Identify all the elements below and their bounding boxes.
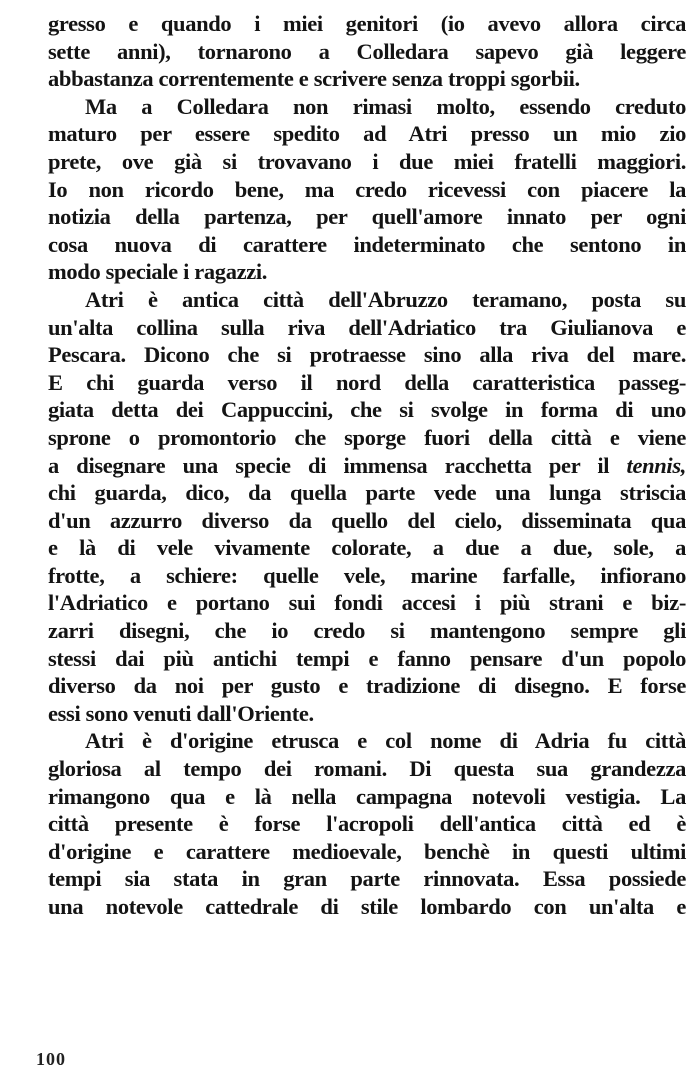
text-line: Atri è d'origine etrusca e col nome di Adria fu città (85, 728, 686, 754)
text-line: Pescara. Dicono che si protraesse sino alla riva del mare. (48, 342, 686, 368)
book-page (48, 10, 686, 921)
text-line: cosa nuova di carattere indeterminato che sentono in (48, 231, 686, 257)
text-line: modo speciale i ragazzi. (48, 259, 268, 285)
text-line-with-italic (48, 452, 686, 480)
text-line: prete, ove già si trovavano i due miei fratelli maggiori. (48, 148, 686, 174)
text-line: una notevole cattedrale di stile lombardo con un'alta e (48, 894, 686, 919)
text-line: chi guarda, dico, da quella parte vede una lunga striscia (48, 480, 686, 506)
text-line: gresso e quando i miei genitori (io avevo allora circa (48, 11, 686, 36)
italic-word: tennis, (626, 452, 686, 478)
text-line: notizia della partenza, per quell'amore innato per ogni (48, 204, 686, 230)
text-line: zarri disegni, che io credo si mantengono sempre gli (48, 618, 686, 644)
text-line: E chi guarda verso il nord della caratteristica passeg- (48, 369, 686, 395)
text-line: Atri è antica città dell'Abruzzo teramano, posta su (85, 286, 686, 312)
text-line: giata detta dei Cappuccini, che si svolge in forma di uno (48, 397, 686, 423)
text-line: rimangono qua e là nella campagna notevoli vestigia. La (48, 783, 686, 809)
text-segment: a disegnare una specie di immensa racchetta per il (48, 452, 610, 478)
text-line: maturo per essere spedito ad Atri presso un mio zio (48, 121, 686, 147)
text-line: tempi sia stata in gran parte rinnovata. Essa possiede (48, 866, 686, 892)
text-line: essi sono venuti dall'Oriente. (48, 700, 314, 726)
text-line: Io non ricordo bene, ma credo ricevessi con piacere la (48, 176, 686, 202)
text-line: sette anni), tornarono a Colledara sapevo già leggere (48, 38, 686, 64)
page-number: 100 (36, 1049, 66, 1069)
paragraph-3 (48, 286, 686, 728)
paragraph-2 (48, 93, 686, 286)
text-line: diverso da noi per gusto e tradizione di disegno. E forse (48, 673, 686, 699)
text-line: l'Adriatico e portano sui fondi accesi i più strani e biz- (48, 590, 686, 616)
text-line: città presente è forse l'acropoli dell'antica città ed è (48, 811, 686, 837)
text-line: frotte, a schiere: quelle vele, marine farfalle, infiorano (48, 562, 686, 588)
text-line: d'origine e carattere medioevale, benchè in questi ultimi (48, 838, 686, 864)
paragraph-4 (48, 727, 686, 920)
text-line: d'un azzurro diverso da quello del cielo, disseminata qua (48, 507, 686, 533)
paragraph-1 (48, 10, 686, 93)
text-line: abbastanza correntemente e scrivere senza troppi sgorbii. (48, 66, 580, 92)
text-line: sprone o promontorio che sporge fuori della città e viene (48, 424, 686, 450)
text-line: stessi dai più antichi tempi e fanno pensare d'un popolo (48, 645, 686, 671)
text-line: e là di vele vivamente colorate, a due a due, sole, a (48, 535, 686, 561)
text-line: gloriosa al tempo dei romani. Di questa sua grandezza (48, 756, 686, 782)
text-line: Ma a Colledara non rimasi molto, essendo creduto (85, 93, 686, 119)
text-line: un'alta collina sulla riva dell'Adriatico tra Giulianova e (48, 314, 686, 340)
